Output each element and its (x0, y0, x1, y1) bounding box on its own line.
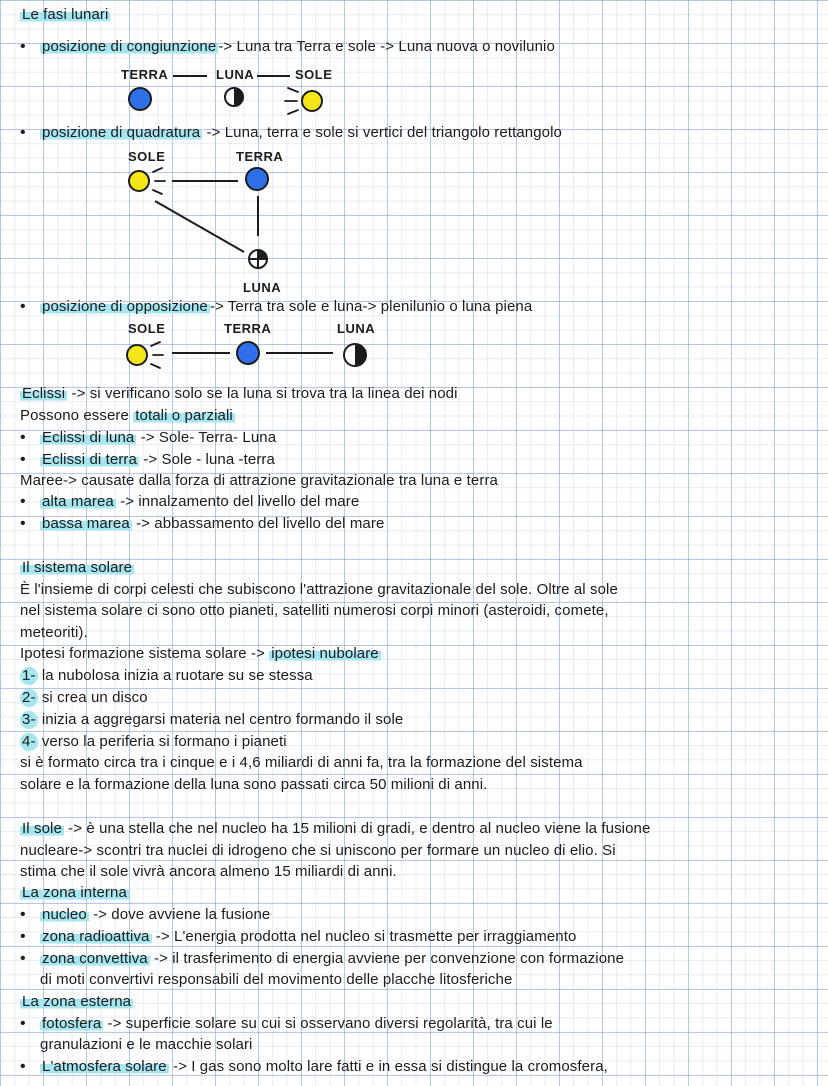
moon-label: LUNA (216, 67, 255, 82)
paragraph (20, 861, 815, 883)
item-text: -> L'energia prodotta nel nucleo si trasmette per irraggiamento (151, 928, 577, 945)
term: posizione di quadratura (42, 124, 201, 141)
list-item (40, 491, 815, 513)
item-text: -> Sole - luna -terra (138, 451, 275, 468)
term: posizione di congiunzione (42, 38, 217, 55)
section-title-text: Le fasi lunari (22, 6, 109, 23)
bullet: • (20, 906, 26, 923)
term: Eclissi di terra (42, 451, 137, 468)
term: Eclissi di luna (42, 429, 135, 446)
section-title-text: Il sistema solare (22, 559, 133, 576)
half-moon-icon (225, 88, 243, 106)
item-text: Ipotesi formazione sistema solare -> (20, 645, 270, 662)
step-number: 3- (22, 711, 36, 728)
moon-label: LUNA (243, 280, 282, 295)
term: fotosfera (42, 1015, 102, 1032)
earth-icon (246, 168, 268, 190)
bullet: • (20, 928, 26, 945)
paragraph (20, 774, 815, 796)
item-text: -> I gas sono molto lare fatti e in essa si distingue la cromosfera, (168, 1058, 608, 1075)
bullet: • (20, 1058, 26, 1075)
bullet: • (20, 950, 26, 967)
step-number: 1- (22, 667, 36, 684)
bullet: • (20, 1015, 26, 1032)
earth-label: TERRA (236, 149, 284, 164)
term: Il sole (22, 820, 62, 837)
item-text: -> si verificano solo se la luna si trova tra la linea dei nodi (67, 385, 458, 402)
numbered-item (20, 731, 815, 753)
bullet: • (20, 38, 26, 55)
sun-icon (285, 88, 322, 114)
sun-icon (127, 342, 163, 368)
list-item (40, 904, 815, 926)
item-text: -> dove avviene la fusione (88, 906, 271, 923)
bullet: • (20, 429, 26, 446)
section-title (20, 557, 815, 579)
item-text: -> Luna, terra e sole si vertici del triangolo rettangolo (202, 124, 562, 141)
item-text: inizia a aggregarsi materia nel centro formando il sole (37, 711, 404, 728)
sun-icon (129, 168, 165, 194)
list-item (40, 948, 815, 970)
quarter-moon-icon (249, 250, 267, 268)
step-number: 2- (22, 689, 36, 706)
term: bassa marea (42, 515, 130, 532)
sun-label: SOLE (128, 321, 166, 336)
bullet: • (20, 451, 26, 468)
list-item (40, 1013, 815, 1035)
item-text: -> superficie solare su cui si osservano diversi regolarità, tra cui le (103, 1015, 553, 1032)
numbered-item (20, 665, 815, 687)
item-text: -> è una stella che nel nucleo ha 15 milioni di gradi, e dentro al nucleo viene la fusione (63, 820, 651, 837)
item-text: verso la periferia si formano i pianeti (37, 733, 287, 750)
bullet: • (20, 124, 26, 141)
term: Eclissi (22, 385, 66, 402)
earth-icon (129, 88, 151, 110)
item-text: Possono essere (20, 407, 134, 424)
item-text: È l'insieme di corpi celesti che subiscono l'attrazione gravitazionale del sole. Oltre al sole (20, 581, 618, 598)
term: nucleo (42, 906, 87, 923)
list-item (40, 427, 815, 449)
paragraph (20, 600, 815, 622)
item-text: -> Sole- Terra- Luna (136, 429, 277, 446)
item-text: stima che il sole vivrà ancora almeno 15 miliardi di anni. (20, 863, 397, 880)
item-text: solare e la formazione della luna sono passati circa 50 milioni di anni. (20, 776, 488, 793)
item-text: meteoriti). (20, 624, 88, 641)
term: L'atmosfera solare (42, 1058, 167, 1075)
paragraph (20, 579, 815, 601)
paragraph (20, 405, 815, 427)
list-item (40, 513, 815, 535)
item-text: granulazioni e le macchie solari (40, 1036, 253, 1053)
connector-line (155, 201, 244, 252)
paragraph (20, 818, 815, 840)
item-text: -> abbassamento del livello del mare (131, 515, 385, 532)
half-moon-icon (344, 344, 366, 366)
moon-phases-diagram (0, 0, 828, 400)
item-text: nel sistema solare ci sono otto pianeti, satelliti numerosi corpi minori (asteroidi, comete, (20, 602, 609, 619)
list-item (40, 449, 815, 471)
paragraph (20, 622, 815, 644)
item-text: Maree-> causate dalla forza di attrazione gravitazionale tra luna e terra (20, 472, 498, 489)
sun-label: SOLE (128, 149, 166, 164)
item-text: si è formato circa tra i cinque e i 4,6 miliardi di anni fa, tra la formazione del sistema (20, 754, 583, 771)
moon-label: LUNA (337, 321, 376, 336)
earth-label: TERRA (224, 321, 272, 336)
subsection-title (20, 882, 815, 904)
item-text: -> il trasferimento di energia avviene per convenzione con formazione (149, 950, 625, 967)
numbered-item (20, 709, 815, 731)
item-text: nucleare-> scontri tra nuclei di idrogeno che si uniscono per formare un nucleo di elio. Si (20, 842, 616, 859)
step-number: 4- (22, 733, 36, 750)
list-item-continuation (40, 1034, 815, 1056)
item-text: si crea un disco (37, 689, 148, 706)
list-item-continuation (40, 969, 815, 991)
term: zona radioattiva (42, 928, 150, 945)
item-text: -> innalzamento del livello del mare (115, 493, 360, 510)
term: posizione di opposizione (42, 298, 208, 315)
earth-label: TERRA (121, 67, 169, 82)
list-item (40, 1056, 815, 1078)
term: ipotesi nubolare (271, 645, 379, 662)
paragraph (20, 840, 815, 862)
sun-label: SOLE (295, 67, 333, 82)
subsection-title-text: La zona interna (22, 884, 127, 901)
term: zona convettiva (42, 950, 148, 967)
term: totali o parziali (135, 407, 233, 424)
list-item (40, 926, 815, 948)
item-text: la nubolosa inizia a ruotare su se stessa (37, 667, 313, 684)
numbered-item (20, 687, 815, 709)
paragraph (20, 470, 815, 492)
bullet: • (20, 493, 26, 510)
item-text: di moti convertivi responsabili del movimento delle placche litosferiche (40, 971, 513, 988)
earth-icon (237, 342, 259, 364)
item-text: -> Luna tra Terra e sole -> Luna nuova o novilunio (218, 38, 555, 55)
term: alta marea (42, 493, 114, 510)
subsection-title (20, 991, 815, 1013)
paragraph (20, 752, 815, 774)
paragraph (20, 643, 815, 665)
paragraph (20, 383, 815, 405)
bullet: • (20, 298, 26, 315)
item-text: -> Terra tra sole e luna-> plenilunio o luna piena (209, 298, 533, 315)
bullet: • (20, 515, 26, 532)
subsection-title-text: La zona esterna (22, 993, 132, 1010)
